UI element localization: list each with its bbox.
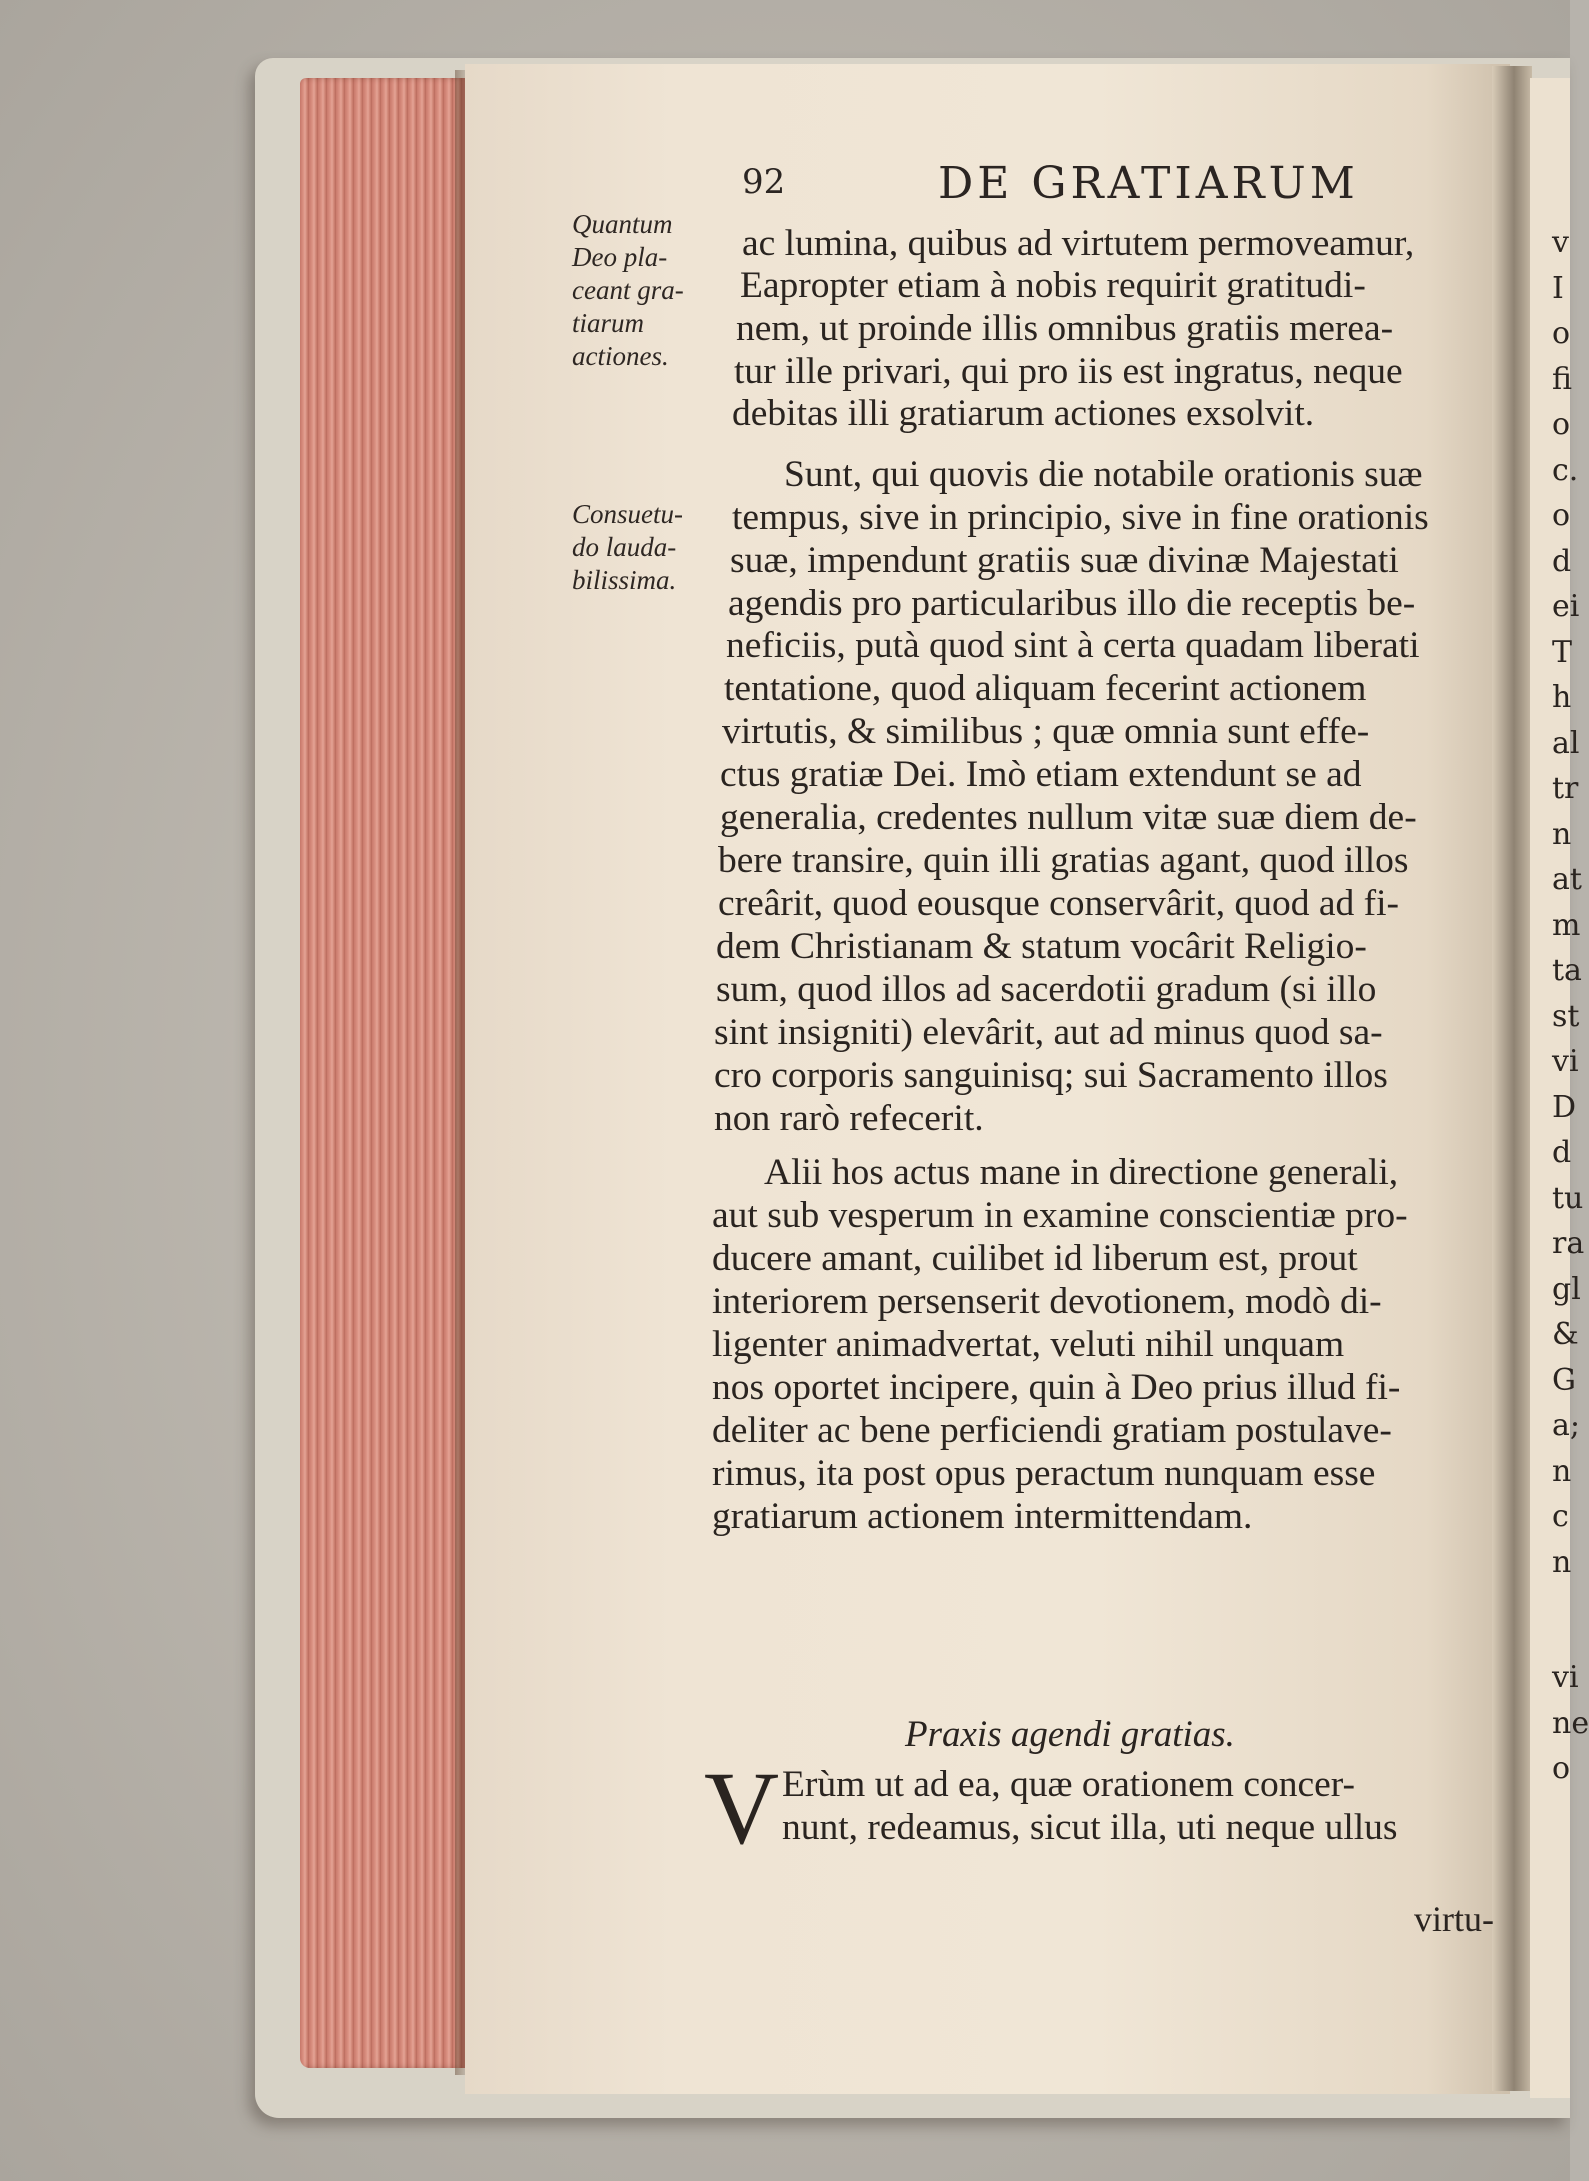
body-line: cro corporis sanguinisq; sui Sacramento illos [714,1055,1388,1096]
facing-page-fragment: ne [1552,1705,1589,1741]
body-line: ligenter animadvertat, veluti nihil unquam [712,1324,1345,1365]
body-line: ctus gratiæ Dei. Imò etiam extendunt se ad [720,754,1362,795]
facing-page-fragment: c [1552,1499,1569,1534]
body-line: tempus, sive in principio, sive in fine orationis [732,497,1429,538]
facing-page-fragment: T [1552,634,1573,670]
margin-note-line: bilissima. [572,565,677,595]
body-line: creârit, quod eousque conservârit, quod ad fi- [718,883,1400,924]
facing-page-fragment: D [1552,1089,1577,1125]
body-line: agendis pro particularibus illo die receptis be- [728,583,1416,624]
facing-page-fragment: at [1552,862,1582,897]
margin-note-line: Quantum [572,209,673,239]
section-line: Erùm ut ad ea, quæ orationem concer- [782,1764,1355,1805]
facing-page-fragment: o [1552,316,1571,351]
red-page-edges [300,78,465,2068]
body-line: aut sub vesperum in examine conscientiæ pro- [712,1195,1408,1236]
margin-note-line: Consuetu- [572,499,683,529]
facing-page-fragment: ra [1552,1226,1585,1261]
body-line: neficiis, putà quod sint à certa quadam liberati [726,625,1420,666]
facing-page-fragment: d [1552,1135,1572,1170]
body-line: Sunt, qui quovis die notabile orationis suæ [784,454,1423,495]
margin-note-line: ceant gra- [572,275,684,305]
facing-page-fragment: gl [1552,1271,1581,1307]
facing-page-fragment: I [1552,270,1564,306]
body-line: nem, ut proinde illis omnibus gratiis merea- [736,308,1394,349]
margin-note [572,498,683,597]
body-line: virtutis, & similibus ; quæ omnia sunt effe- [722,711,1370,752]
facing-page-fragment: vi [1552,1660,1579,1695]
body-line: deliter ac bene perficiendi gratiam postulave- [712,1410,1392,1451]
facing-page-fragment: o [1552,1751,1571,1786]
facing-page-fragment: n [1552,1544,1572,1580]
facing-page-fragment: v [1552,225,1569,260]
facing-page-fragment: c. [1552,452,1579,488]
margin-note [572,208,684,373]
facing-page-fragment: d [1552,543,1572,579]
body-line: tur ille privari, qui pro iis est ingratus, neque [734,351,1403,392]
facing-page-fragment: tu [1552,1180,1584,1216]
body-line: tentatione, quod aliquam fecerint actionem [724,668,1367,709]
facing-page-fragment: ta [1552,953,1582,988]
facing-page-fragment: G [1552,1362,1576,1398]
section-heading: Praxis agendi gratias. [905,1714,1235,1755]
facing-page-fragment: st [1552,998,1580,1034]
margin-note-line: do laudа- [572,532,677,562]
drop-cap: V [704,1751,780,1866]
facing-page-fragment: & [1552,1317,1579,1352]
facing-page-fragment: ei [1552,589,1580,624]
body-line: suæ, impendunt gratiis suæ divinæ Majestati [730,540,1399,581]
body-line: Eapropter etiam à nobis requirit gratitudi- [740,265,1366,306]
facing-page-fragment: fi [1552,361,1573,397]
body-line: sint insigniti) elevârit, aut ad minus quod sa- [714,1012,1383,1053]
facing-page-fragment: m [1552,907,1581,943]
catchword: virtu- [1414,1899,1494,1939]
margin-note-line: actiones. [572,341,669,371]
body-line: bere transire, quin illi gratias agant, quod illos [718,840,1409,881]
body-line: sum, quod illos ad sacerdotii gradum (si illo [716,969,1377,1010]
section-line: nunt, redeamus, sicut illa, uti neque ullus [782,1807,1398,1848]
facing-page-fragment: a; [1552,1408,1580,1443]
body-line: rimus, ita post opus peractum nunquam esse [712,1453,1376,1494]
facing-page-fragment: al [1552,725,1580,761]
body-line: nos oportet incipere, quin à Deo prius illud fi- [712,1367,1401,1408]
body-line: non rarò refecerit. [714,1098,984,1139]
running-title: DE GRATIARUM [938,158,1359,209]
body-line: debitas illi gratiarum actiones exsolvit. [732,393,1315,434]
page-number: 92 [742,162,786,202]
margin-note-line: tiarum [572,308,645,338]
body-line: ac lumina, quibus ad virtutem permoveamur, [742,223,1415,264]
facing-page-fragment: vi [1552,1044,1579,1079]
book-gutter [1492,66,1532,2091]
body-line: ducere amant, cuilibet id liberum est, prout [712,1238,1358,1279]
margin-note-line: Deo pla- [572,242,668,272]
body-line: dem Christianam & statum vocârit Religio- [716,926,1367,967]
body-line: generalia, credentes nullum vitæ suæ diem de- [720,797,1417,838]
facing-page-fragment: n [1552,1453,1572,1489]
body-line: Alii hos actus mane in directione generali, [764,1152,1399,1193]
facing-page-fragment: n [1552,816,1572,852]
facing-page-fragment: o [1552,498,1571,533]
facing-page-fragment: h [1552,680,1572,715]
facing-page-fragment: tr [1552,771,1579,806]
body-line: interiorem persenserit devotionem, modò di- [712,1281,1382,1322]
facing-page-fragment: o [1552,407,1571,442]
body-line: gratiarum actionem intermittendam. [712,1496,1253,1537]
